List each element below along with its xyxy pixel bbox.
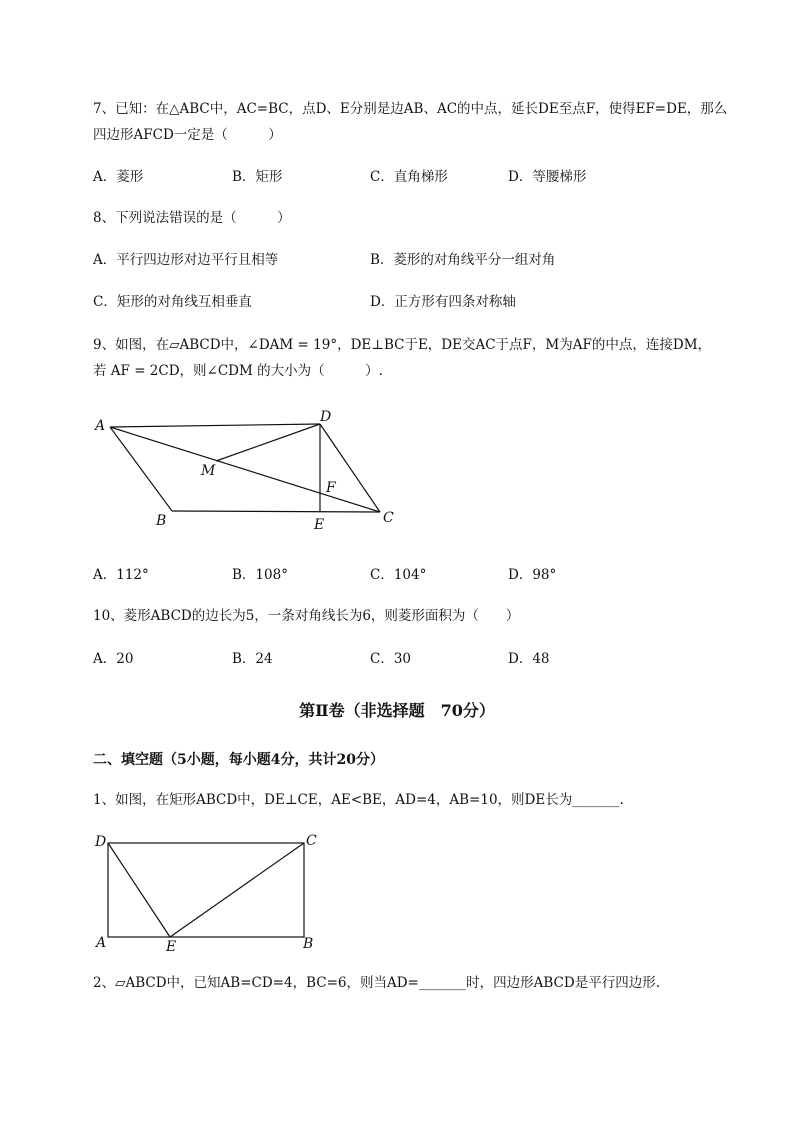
fill1-label-c: C <box>306 833 317 849</box>
fill1-label-a: A <box>96 935 107 951</box>
q7-option-a: A．菱形 <box>93 169 144 185</box>
q9-stem-line2: 若 AF = 2CD，则∠CDM 的大小为（ ）. <box>93 363 383 379</box>
q7-stem-line2: 四边形AFCD一定是（ ） <box>93 127 282 143</box>
q8-option-a: A．平行四边形对边平行且相等 <box>93 252 279 268</box>
fill1-segment-ce <box>170 843 304 937</box>
q9-option-c: C．104° <box>370 567 427 583</box>
q7-stem-line1: 7、已知：在△ABC中，AC=BC，点D、E分别是边AB、AC的中点，延长DE至点F，使得EF=DE，那么 <box>93 101 728 117</box>
q9-label-e: E <box>314 517 325 533</box>
q9-label-c: C <box>383 510 394 526</box>
fill1-segment-de <box>108 843 170 937</box>
fill1-label-d: D <box>95 834 107 850</box>
q10-option-a: A．20 <box>93 651 134 667</box>
q9-label-f: F <box>326 480 336 496</box>
q10-option-c: C．30 <box>370 651 412 667</box>
q10-stem: 10、菱形ABCD的边长为5，一条对角线长为6，则菱形面积为（ ） <box>93 608 520 624</box>
fill1-label-e: E <box>166 939 177 955</box>
q9-label-m: M <box>201 463 216 479</box>
q8-stem: 8、下列说法错误的是（ ） <box>93 210 291 226</box>
q9-label-b: B <box>156 513 167 529</box>
fill1-stem: 1、如图，在矩形ABCD中，DE⊥CE，AE<BE，AD=4，AB=10，则DE长为_______. <box>93 792 624 808</box>
q9-label-a: A <box>95 418 106 434</box>
fill2-stem: 2、▱ABCD中，已知AB=CD=4，BC=6，则当AD=_______时，四边形ABCD是平行四边形. <box>93 975 660 991</box>
q7-option-b: B．矩形 <box>232 169 283 185</box>
q8-option-c: C．矩形的对角线互相垂直 <box>93 294 252 310</box>
q9-stem-line1: 9、如图，在▱ABCD中，∠DAM = 19°，DE⊥BC于E，DE交AC于点F，M为AF的中点，连接DM， <box>93 337 712 353</box>
section-ii-title: 第Ⅱ卷（非选择题 70分） <box>299 701 495 720</box>
q9-option-d: D．98° <box>508 567 557 583</box>
q9-option-b: B．108° <box>232 567 288 583</box>
fill1-label-b: B <box>303 936 314 952</box>
fill1-rectangle-abcd <box>108 843 304 937</box>
q9-label-d: D <box>320 409 332 425</box>
q7-option-c: C．直角梯形 <box>370 169 448 185</box>
q9-option-a: A．112° <box>93 567 149 583</box>
q7-option-d: D．等腰梯形 <box>508 169 587 185</box>
q10-option-b: B．24 <box>232 651 273 667</box>
q8-option-b: B．菱形的对角线平分一组对角 <box>370 252 556 268</box>
q10-option-d: D．48 <box>508 651 550 667</box>
fill-in-part-title: 二、填空题（5小题，每小题4分，共计20分） <box>93 752 384 768</box>
q8-option-d: D．正方形有四条对称轴 <box>370 294 516 310</box>
